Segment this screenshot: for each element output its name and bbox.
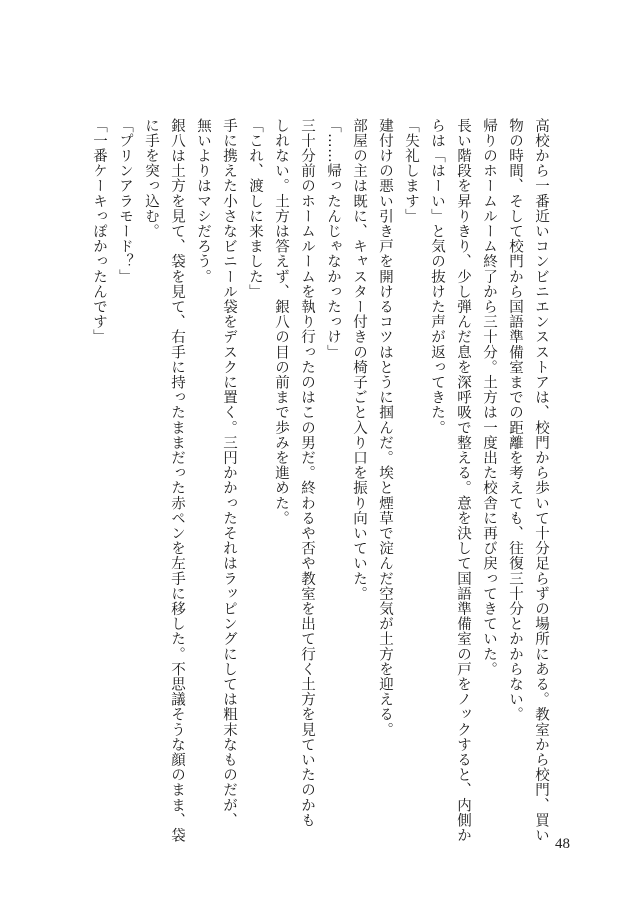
text-line-8: 部屋の主は既に、キャスター付きの椅子ごと入り口を振り向いていた。 [351,118,367,602]
text-line-5: らは「はーい」と気の抜けた声が返ってきた。 [429,118,445,436]
vertical-text-body [86,118,554,843]
text-line-4: 長い階段を昇りきり、少し弾んだ息を深呼吸で整える。意を決して国語準備室の戸をノックすると、内側か [455,118,471,843]
text-line-15: 銀八は土方を見て、袋を見て、右手に持ったままだった赤ペンを左手に移した。不思議そうな顔のまま、袋 [169,118,185,843]
text-line-7: 建付けの悪い引き戸を開けるコツはとうに掴んだ。埃と煙草で淀んだ空気が土方を迎える。 [377,118,393,738]
page-number: 48 [555,836,570,852]
text-line-10: 三十分前のホームルームを執り行ったのはこの男だ。終わるや否や教室を出て行く土方を見ていたのかも [299,118,315,828]
text-line-3: 帰りのホームルーム終了から三十分。土方は一度出た校舎に再び戻ってきていた。 [481,118,497,677]
text-line-2: 物の時間、そして校門から国語準備室までの距離を考えても、往復三十分とかからない。 [507,118,523,722]
text-line-6: 「失礼します」 [403,118,419,224]
text-line-11: しれない。土方は答えず、銀八の目の前まで歩みを進めた。 [273,118,289,526]
text-line-9: 「……帰ったんじゃなかったっけ」 [325,118,341,360]
text-line-14: 無いよりはマシだろう。 [195,118,211,285]
text-line-17: 「プリンアラモード？」 [117,118,133,285]
text-line-18: 「一番ケーキっぽかったんです」 [91,118,107,345]
text-line-13: 手に携えた小さなビニール袋をデスクに置く。三円かかったそれはラッピングにしては粗末なものだが、 [221,118,237,828]
text-line-1: 高校から一番近いコンビニエンスストアは、校門から歩いて十分足らずの場所にある。教室から校門、買い [533,118,549,843]
text-line-16: に手を突っ込む。 [143,118,159,239]
text-line-12: 「これ、渡しに来ました」 [247,118,263,300]
